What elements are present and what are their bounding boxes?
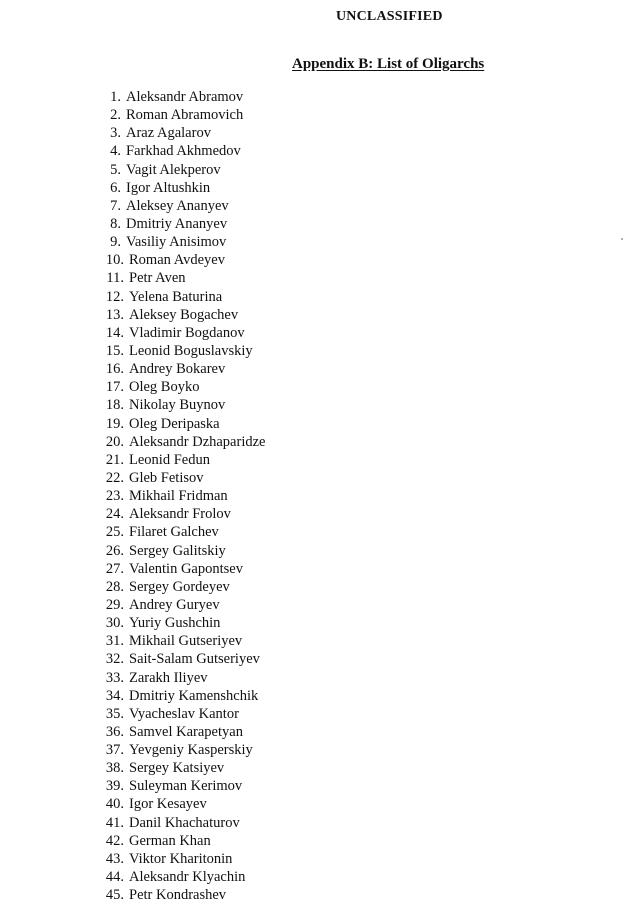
list-item-name: Yelena Baturina xyxy=(129,288,223,305)
list-item-name: Mikhail Gutseriyev xyxy=(129,633,243,650)
list-item-number: 26. xyxy=(105,542,124,559)
list-item-name: Dmitriy Ananyev xyxy=(126,215,228,232)
list-item-number: 10. xyxy=(105,252,124,269)
list-item-number: 32. xyxy=(105,651,124,668)
list-item-name: Aleksey Bogachev xyxy=(129,306,239,323)
list-item-number: 23. xyxy=(105,488,124,505)
list-item-number: 14. xyxy=(105,324,124,341)
list-item-number: 19. xyxy=(105,415,124,432)
list-item-name: Petr Aven xyxy=(129,270,186,287)
list-item-number: 12. xyxy=(105,288,124,305)
list-item-number: 44. xyxy=(105,869,124,886)
list-item-name: Igor Kesayev xyxy=(129,796,207,813)
list-item-name: Vyacheslav Kantor xyxy=(129,705,239,722)
list-item-number: 2. xyxy=(110,107,121,124)
list-item-name: Farkhad Akhmedov xyxy=(126,143,241,160)
list-item-number: 25. xyxy=(105,524,124,541)
list-item-name: Vladimir Bogdanov xyxy=(129,324,245,341)
list-item-name: Oleg Boyko xyxy=(129,379,200,396)
list-item-name: Yuriy Gushchin xyxy=(129,615,221,632)
list-item-name: Nikolay Buynov xyxy=(129,397,226,414)
list-item-number: 16. xyxy=(105,361,124,378)
list-item-name: Aleksandr Abramov xyxy=(126,89,244,105)
list-item-number: 41. xyxy=(105,814,124,831)
list-item-name: Sergey Katsiyev xyxy=(129,760,225,777)
list-item-number: 11. xyxy=(106,270,124,287)
list-item-name: Andrey Guryev xyxy=(129,596,220,613)
list-item-number: 40. xyxy=(105,796,124,813)
list-item-number: 18. xyxy=(105,397,124,414)
list-item-name: German Khan xyxy=(129,832,211,849)
list-item-number: 8. xyxy=(110,215,121,232)
list-item-name: Mikhail Fridman xyxy=(129,488,228,505)
list-item-name: Gleb Fetisov xyxy=(129,469,204,486)
list-item-number: 35. xyxy=(105,705,124,722)
list-item-name: Samvel Karapetyan xyxy=(129,723,243,740)
list-item-number: 20. xyxy=(105,433,124,450)
list-item-name: Aleksandr Dzhaparidze xyxy=(129,433,266,450)
list-item-number: 13. xyxy=(105,306,124,323)
list-item-name: Petr Kondrashev xyxy=(129,887,227,904)
list-item-number: 28. xyxy=(105,578,124,595)
list-item-name: Andrey Bokarev xyxy=(129,361,226,378)
list-item-name: Aleksandr Klyachin xyxy=(129,869,246,886)
list-item-number: 30. xyxy=(105,615,124,632)
list-item-name: Roman Abramovich xyxy=(126,107,244,124)
list-item-name: Igor Altushkin xyxy=(126,179,211,196)
list-item-name: Yevgeniy Kasperskiy xyxy=(129,742,253,759)
list-item-name: Sergey Gordeyev xyxy=(129,578,230,595)
list-item-number: 22. xyxy=(105,469,124,486)
list-item-number: 3. xyxy=(110,125,121,142)
list-item-number: 15. xyxy=(105,342,124,359)
list-item-number: 4. xyxy=(110,143,121,160)
list-item-number: 9. xyxy=(110,234,121,251)
list-item-name: Vasiliy Anisimov xyxy=(126,234,227,251)
page-title: Appendix B: List of Oligarchs xyxy=(292,56,485,72)
list-item-name: Araz Agalarov xyxy=(126,125,211,142)
list-item-name: Filaret Galchev xyxy=(129,524,219,541)
list-item-number: 34. xyxy=(105,687,124,704)
list-item-number: 36. xyxy=(105,723,124,740)
classification-marking: UNCLASSIFIED xyxy=(336,9,443,24)
list-item-number: 37. xyxy=(105,742,124,759)
list-item-name: Sait-Salam Gutseriyev xyxy=(129,651,260,668)
list-item-number: 5. xyxy=(110,161,121,178)
list-item-number: 33. xyxy=(105,669,124,686)
list-item-name: Aleksandr Frolov xyxy=(129,506,231,523)
list-item-name: Sergey Galitskiy xyxy=(129,542,226,559)
list-item-number: 6. xyxy=(110,179,121,196)
list-item-name: Zarakh Iliyev xyxy=(129,669,208,686)
list-item-number: 24. xyxy=(105,506,124,523)
scan-speck xyxy=(621,238,623,240)
list-item-name: Aleksey Ananyev xyxy=(126,197,229,214)
list-item-number: 45. xyxy=(105,887,124,904)
list-item-number: 31. xyxy=(105,633,124,650)
list-item-number: 39. xyxy=(105,778,124,795)
list-item-name: Roman Avdeyev xyxy=(129,252,225,269)
list-item-number: 7. xyxy=(110,197,121,214)
list-item-number: 27. xyxy=(105,560,124,577)
list-item-number: 42. xyxy=(105,832,124,849)
list-item-number: 21. xyxy=(105,451,124,468)
list-item-name: Dmitriy Kamenshchik xyxy=(129,687,259,704)
list-item-name: Vagit Alekperov xyxy=(126,161,221,178)
list-item-number: 43. xyxy=(105,850,124,867)
list-item-number: 38. xyxy=(105,760,124,777)
list-item-number: 29. xyxy=(105,596,124,613)
list-item-name: Viktor Kharitonin xyxy=(129,850,233,867)
list-item-name: Valentin Gapontsev xyxy=(129,560,243,577)
list-item-number: 1. xyxy=(110,89,121,105)
list-item-name: Leonid Fedun xyxy=(129,451,210,468)
list-item-number: 17. xyxy=(105,379,124,396)
list-item-name: Danil Khachaturov xyxy=(129,814,240,831)
list-item-name: Oleg Deripaska xyxy=(129,415,220,432)
list-item-name: Suleyman Kerimov xyxy=(129,778,243,795)
list-item-name: Leonid Boguslavskiy xyxy=(129,342,253,359)
